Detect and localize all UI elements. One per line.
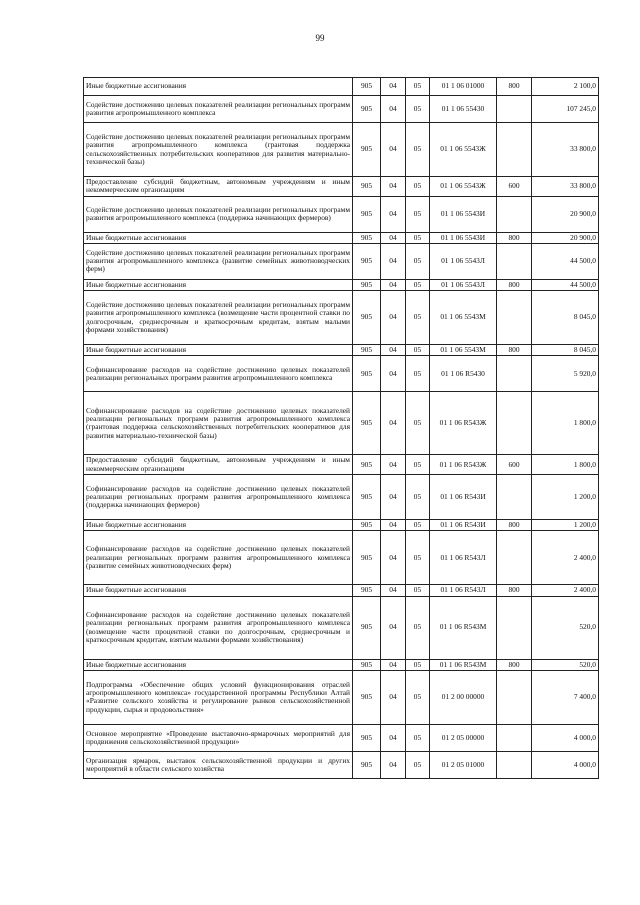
table-row: [84, 751, 599, 778]
row-name: Софинансирование расходов на содействие достижению целевых показателей реализации региональных программ развития агропромышленного комплекса (грантовая поддержка сельскохозяйственных потребительских кооперативов для развития материально-технической базы): [84, 392, 353, 455]
amount: 2 100,0: [532, 78, 599, 96]
budget-table: [83, 77, 599, 779]
table-row: [84, 196, 599, 232]
row-name: Софинансирование расходов на содействие достижению целевых показателей реализации региональных программ развития агропромышленного комплекса (развитие семейных животноводческих ферм): [84, 531, 353, 585]
ministry-code: 905: [353, 177, 381, 197]
row-name: Подпрограмма «Обеспечение общих условий функционирования отраслей агропромышленного комплекса» государственной программы Республики Алтай «Развитие сельского хозяйства и регулирование рынков сельскохозяйственной продукции, сырья и продовольствия»: [84, 670, 353, 724]
target-article: 01 1 06 55430: [430, 96, 497, 123]
expense-type: [497, 751, 532, 778]
row-name: Содействие достижению целевых показателей реализации региональных программ развития агропромышленного комплекса (развитие семейных животноводческих ферм): [84, 243, 353, 279]
ministry-code: 905: [353, 123, 381, 177]
subsection-code: 05: [406, 279, 430, 290]
target-article: 01 1 06 R543Ж: [430, 392, 497, 455]
subsection-code: 05: [406, 196, 430, 232]
expense-type: [497, 596, 532, 659]
row-name: Организация ярмарок, выставок сельскохозяйственной продукции и других мероприятий в области сельского хозяйства: [84, 751, 353, 778]
subsection-code: 05: [406, 356, 430, 392]
amount: 107 245,0: [532, 96, 599, 123]
expense-type: [497, 196, 532, 232]
ministry-code: 905: [353, 596, 381, 659]
row-name: Иные бюджетные ассигнования: [84, 279, 353, 290]
amount: 44 500,0: [532, 279, 599, 290]
subsection-code: 05: [406, 519, 430, 530]
section-code: 04: [381, 585, 406, 596]
page-number: 99: [315, 33, 325, 43]
ministry-code: 905: [353, 279, 381, 290]
table-row: [84, 123, 599, 177]
table-row: [84, 474, 599, 519]
expense-type: [497, 531, 532, 585]
expense-type: 800: [497, 232, 532, 243]
expense-type: [497, 670, 532, 724]
amount: 33 800,0: [532, 177, 599, 197]
amount: 1 800,0: [532, 455, 599, 475]
row-name: Содействие достижению целевых показателей реализации региональных программ развития агропромышленного комплекса (возмещение части процентной ставки по долгосрочным, среднесрочным и краткосрочным кредитам, взятым малыми формами хозяйствования): [84, 291, 353, 345]
subsection-code: 05: [406, 177, 430, 197]
ministry-code: 905: [353, 455, 381, 475]
ministry-code: 905: [353, 751, 381, 778]
target-article: 01 1 06 R543Л: [430, 531, 497, 585]
section-code: 04: [381, 596, 406, 659]
table-row: [84, 96, 599, 123]
section-code: 04: [381, 724, 406, 751]
row-name: Иные бюджетные ассигнования: [84, 519, 353, 530]
ministry-code: 905: [353, 196, 381, 232]
ministry-code: 905: [353, 291, 381, 345]
table-row: [84, 519, 599, 530]
amount: 2 400,0: [532, 585, 599, 596]
ministry-code: 905: [353, 96, 381, 123]
subsection-code: 05: [406, 78, 430, 96]
section-code: 04: [381, 279, 406, 290]
target-article: 01 1 06 5543Ж: [430, 123, 497, 177]
amount: 44 500,0: [532, 243, 599, 279]
table-row: [84, 392, 599, 455]
expense-type: [497, 392, 532, 455]
subsection-code: 05: [406, 455, 430, 475]
expense-type: 800: [497, 345, 532, 356]
amount: 520,0: [532, 659, 599, 670]
expense-type: 800: [497, 585, 532, 596]
target-article: 01 1 06 R543М: [430, 596, 497, 659]
target-article: 01 2 05 00000: [430, 724, 497, 751]
subsection-code: 05: [406, 751, 430, 778]
section-code: 04: [381, 356, 406, 392]
section-code: 04: [381, 243, 406, 279]
target-article: 01 1 06 5543М: [430, 345, 497, 356]
expense-type: [497, 96, 532, 123]
table-row: [84, 455, 599, 475]
section-code: 04: [381, 531, 406, 585]
table-row: [84, 531, 599, 585]
amount: 4 000,0: [532, 751, 599, 778]
row-name: Содействие достижению целевых показателей реализации региональных программ развития агропромышленного комплекса: [84, 96, 353, 123]
row-name: Софинансирование расходов на содействие достижению целевых показателей реализации региональных программ развития агропромышленного комплекса (поддержка начинающих фермеров): [84, 474, 353, 519]
section-code: 04: [381, 392, 406, 455]
subsection-code: 05: [406, 392, 430, 455]
table-row: [84, 243, 599, 279]
section-code: 04: [381, 519, 406, 530]
subsection-code: 05: [406, 531, 430, 585]
target-article: 01 1 06 5543М: [430, 291, 497, 345]
target-article: 01 1 06 5543И: [430, 196, 497, 232]
target-article: 01 1 06 5543И: [430, 232, 497, 243]
amount: 8 045,0: [532, 345, 599, 356]
amount: 2 400,0: [532, 531, 599, 585]
expense-type: 800: [497, 659, 532, 670]
target-article: 01 2 00 00000: [430, 670, 497, 724]
ministry-code: 905: [353, 585, 381, 596]
ministry-code: 905: [353, 531, 381, 585]
ministry-code: 905: [353, 392, 381, 455]
section-code: 04: [381, 291, 406, 345]
target-article: 01 1 06 R5430: [430, 356, 497, 392]
subsection-code: 05: [406, 585, 430, 596]
subsection-code: 05: [406, 474, 430, 519]
amount: 1 200,0: [532, 474, 599, 519]
expense-type: [497, 243, 532, 279]
ministry-code: 905: [353, 724, 381, 751]
table-row: [84, 291, 599, 345]
amount: 520,0: [532, 596, 599, 659]
amount: 7 400,0: [532, 670, 599, 724]
table-row: [84, 356, 599, 392]
ministry-code: 905: [353, 474, 381, 519]
amount: 1 200,0: [532, 519, 599, 530]
amount: 4 000,0: [532, 724, 599, 751]
expense-type: 800: [497, 78, 532, 96]
ministry-code: 905: [353, 232, 381, 243]
subsection-code: 05: [406, 291, 430, 345]
section-code: 04: [381, 474, 406, 519]
target-article: 01 2 05 01000: [430, 751, 497, 778]
target-article: 01 1 06 01000: [430, 78, 497, 96]
target-article: 01 1 06 R543М: [430, 659, 497, 670]
table-row: [84, 585, 599, 596]
section-code: 04: [381, 670, 406, 724]
row-name: Иные бюджетные ассигнования: [84, 78, 353, 96]
ministry-code: 905: [353, 670, 381, 724]
target-article: 01 1 06 5543Л: [430, 279, 497, 290]
ministry-code: 905: [353, 356, 381, 392]
amount: 33 800,0: [532, 123, 599, 177]
subsection-code: 05: [406, 670, 430, 724]
row-name: Предоставление субсидий бюджетным, автономным учреждениям и иным некоммерческим организациям: [84, 177, 353, 197]
target-article: 01 1 06 R543И: [430, 519, 497, 530]
section-code: 04: [381, 345, 406, 356]
amount: 20 900,0: [532, 232, 599, 243]
subsection-code: 05: [406, 123, 430, 177]
expense-type: 800: [497, 279, 532, 290]
row-name: Софинансирование расходов на содействие достижению целевых показателей реализации региональных программ развития агропромышленного комплекса: [84, 356, 353, 392]
row-name: Содействие достижению целевых показателей реализации региональных программ развития агропромышленного комплекса (поддержка начинающих фермеров): [84, 196, 353, 232]
expense-type: [497, 474, 532, 519]
subsection-code: 05: [406, 724, 430, 751]
amount: 20 900,0: [532, 196, 599, 232]
ministry-code: 905: [353, 659, 381, 670]
subsection-code: 05: [406, 596, 430, 659]
row-name: Иные бюджетные ассигнования: [84, 659, 353, 670]
section-code: 04: [381, 177, 406, 197]
table-row: [84, 724, 599, 751]
subsection-code: 05: [406, 659, 430, 670]
section-code: 04: [381, 232, 406, 243]
expense-type: [497, 356, 532, 392]
expense-type: 600: [497, 177, 532, 197]
row-name: Софинансирование расходов на содействие достижению целевых показателей реализации региональных программ развития агропромышленного комплекса (возмещение части процентной ставки по долгосрочным, среднесрочным и краткосрочным кредитам, взятым малыми формами хозяйствования): [84, 596, 353, 659]
expense-type: [497, 291, 532, 345]
section-code: 04: [381, 123, 406, 177]
table-row: [84, 345, 599, 356]
expense-type: 600: [497, 455, 532, 475]
section-code: 04: [381, 659, 406, 670]
row-name: Содействие достижению целевых показателей реализации региональных программ развития агропромышленного комплекса (грантовая поддержка сельскохозяйственных потребительских кооперативов для развития материально-технической базы): [84, 123, 353, 177]
expense-type: 800: [497, 519, 532, 530]
section-code: 04: [381, 196, 406, 232]
table-row: [84, 232, 599, 243]
subsection-code: 05: [406, 96, 430, 123]
row-name: Иные бюджетные ассигнования: [84, 345, 353, 356]
ministry-code: 905: [353, 243, 381, 279]
section-code: 04: [381, 455, 406, 475]
subsection-code: 05: [406, 243, 430, 279]
row-name: Предоставление субсидий бюджетным, автономным учреждениям и иным некоммерческим организациям: [84, 455, 353, 475]
target-article: 01 1 06 R543Ж: [430, 455, 497, 475]
table-row: [84, 279, 599, 290]
row-name: Иные бюджетные ассигнования: [84, 585, 353, 596]
row-name: Основное мероприятие «Проведение выставочно-ярмарочных мероприятий для продвижения сельскохозяйственной продукции»: [84, 724, 353, 751]
row-name: Иные бюджетные ассигнования: [84, 232, 353, 243]
amount: 5 920,0: [532, 356, 599, 392]
budget-table-body: [84, 78, 599, 779]
target-article: 01 1 06 R543И: [430, 474, 497, 519]
target-article: 01 1 06 5543Ж: [430, 177, 497, 197]
target-article: 01 1 06 R543Л: [430, 585, 497, 596]
table-row: [84, 659, 599, 670]
table-row: [84, 78, 599, 96]
table-row: [84, 670, 599, 724]
amount: 8 045,0: [532, 291, 599, 345]
ministry-code: 905: [353, 519, 381, 530]
expense-type: [497, 724, 532, 751]
section-code: 04: [381, 78, 406, 96]
ministry-code: 905: [353, 78, 381, 96]
expense-type: [497, 123, 532, 177]
target-article: 01 1 06 5543Л: [430, 243, 497, 279]
subsection-code: 05: [406, 232, 430, 243]
amount: 1 800,0: [532, 392, 599, 455]
ministry-code: 905: [353, 345, 381, 356]
section-code: 04: [381, 751, 406, 778]
subsection-code: 05: [406, 345, 430, 356]
section-code: 04: [381, 96, 406, 123]
table-row: [84, 596, 599, 659]
table-row: [84, 177, 599, 197]
